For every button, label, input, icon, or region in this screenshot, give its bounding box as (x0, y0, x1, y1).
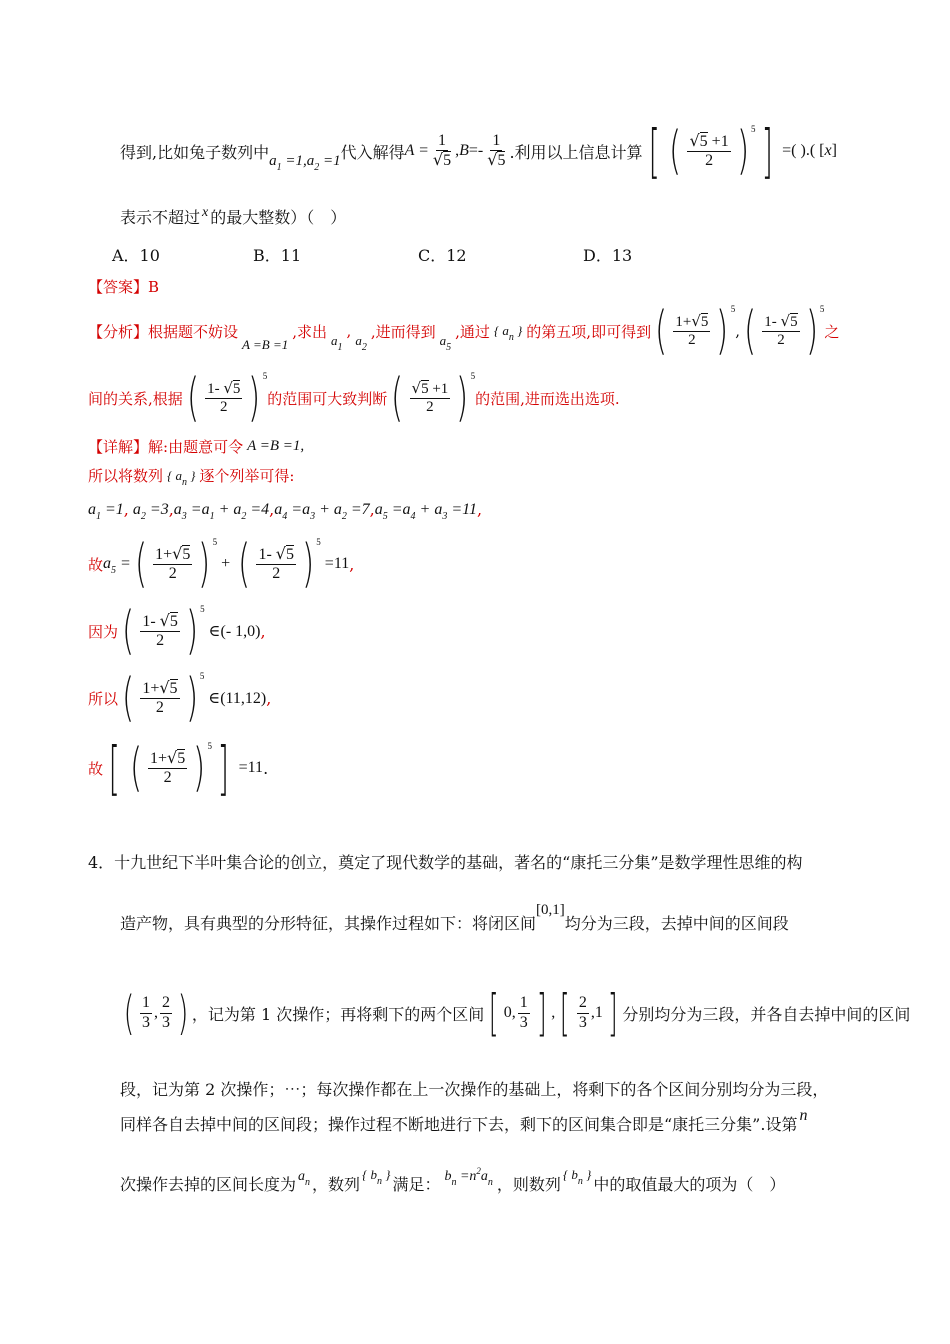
text: 故 (88, 555, 104, 574)
text: 分别均分为三段，并各自去掉中间的区间 (622, 1004, 911, 1024)
text: ，则数列 (496, 1174, 561, 1194)
text: 得到,比如兔子数列中 (120, 142, 270, 162)
text: 所以 (88, 689, 119, 708)
text: 所以将数列 (88, 467, 164, 485)
text: 4．十九世纪下半叶集合论的创立，奠定了现代数学的基础，著名的“康托三分集”是数学理性思维的构 (88, 853, 803, 872)
text: 解:由题意可令 (148, 438, 244, 456)
detail-line-1: 【详解】 解:由题意可令 A =B =1, (88, 438, 305, 456)
text: 逐个列举可得: (199, 467, 295, 485)
text: ，记为第 1 次操作；再将剩下的两个区间 (191, 1004, 485, 1024)
text: 的第五项,即可得到 (526, 322, 652, 341)
text: 表示不超过 (120, 208, 201, 227)
option-d[interactable]: D．13 (583, 246, 633, 265)
text: 段，记为第 2 次操作；⋯；每次操作都在上一次操作的基础上，将剩下的各个区间分别均分为三段， (120, 1080, 829, 1099)
q4-line-5: 同样各自去掉中间的区间段；操作过程不断地进行下去，剩下的区间集合即是“康托三分集”.设第 n (120, 1106, 808, 1134)
analysis-line-2: 间的关系,根据 ( $\frac{1- √5}{2}$ ) 5 的范围可大致判断 ( $\frac{√5 +1}{2}$ ) 5 的范围,进而选出选项. (88, 368, 620, 428)
analysis-line-1: 【分析】 根据题不妨设 A =B =1 ,求出 $a_1$ , $a_2$ ,进而得到 $a_5$ ,通过 { $a_n$ } 的第五项,即可得到 ( $\frac{1+√5}{2}$ ) 5 , ( $\frac{1- √5}{2}$ ) 5 之 (88, 301, 840, 361)
q4-line-6: 次操作去掉的区间长度为 $a_n$ ，数列 { $b_n$ } 满足： $b_n =n^2a_n$ ，则数列 { $b_n$ } 中的取值最大的项为（ ） (120, 1166, 786, 1194)
text: 的最大整数）（ ） (210, 208, 347, 227)
text: 同样各自去掉中间的区间段；操作过程不断地进行下去，剩下的区间集合即是“康托三分集”.设第 (120, 1115, 798, 1134)
detail-line-6: 所以 ( $\frac{1+√5}{2}$ ) 5 ∈(11,12) , (88, 668, 272, 728)
text: 因为 (88, 622, 119, 641)
q3-line-1: 得到,比如兔子数列中 $a_1 =1,a_2 =1$ 代入解得 A = $\frac{1}{√5}$ , B =- $\frac{1}{√5}$ .利用以上信息计算 [ ( $\frac{√5 +1}{2}$ ) 5 ] =( ).( [ x ] (120, 117, 837, 185)
option-b[interactable]: B．11 (253, 246, 302, 265)
text: 的范围,进而选出选项. (475, 389, 620, 408)
text: ，数列 (312, 1174, 361, 1194)
text: 代入解得 (340, 142, 405, 162)
answer-line (88, 276, 159, 297)
formula-a1-a2: $a_1 =1,a_2 =1$ (269, 152, 341, 173)
option-c[interactable]: C．12 (418, 246, 467, 265)
text: ,通过 (455, 322, 490, 341)
text: ,求出 (292, 322, 328, 341)
analysis-label: 【分析】 (88, 322, 149, 341)
text: .利用以上信息计算 (509, 142, 643, 162)
q4-line-4 (120, 1077, 828, 1100)
text: 的范围可大致判断 (267, 389, 388, 408)
text: 故 (88, 759, 104, 778)
text: 均分为三段，去掉中间的区间段 (564, 913, 789, 933)
answer: 【答案】B (88, 278, 160, 296)
text: 之 (824, 322, 840, 341)
frac-sqrt5-plus1-over2: $\frac{√5 +1}{2}$ (689, 130, 729, 169)
detail-line-2: 所以将数列 { $a_n$ } 逐个列举可得: (88, 467, 295, 488)
text: 满足： (392, 1174, 441, 1194)
text: 中的取值最大的项为（ ） (593, 1174, 786, 1194)
formula-A: A = (404, 142, 429, 159)
q4-line-1 (88, 850, 803, 873)
q4-line-3: ( $\frac{1}{3}$ , $\frac{2}{3}$ ) ，记为第 1 次操作；再将剩下的两个区间 [ 0, $\frac{1}{3}$ ] , [ $\frac{2}{3}$ ,1 ] 分别均分为三段，并各自去掉中间的区间 (123, 984, 911, 1042)
frac-1-sqrt5: $\frac{1}{√5}$ (432, 131, 452, 169)
text: 次操作去掉的区间长度为 (120, 1174, 297, 1194)
text: 根据题不妨设 (148, 322, 239, 341)
detail-line-5: 因为 ( $\frac{1- √5}{2}$ ) 5 ∈(- 1,0) , (88, 601, 266, 661)
text: 间的关系,根据 (88, 389, 183, 408)
text: ,进而得到 (370, 322, 436, 341)
frac-1-sqrt5-b: $\frac{1}{√5}$ (487, 131, 506, 169)
detail-label: 【详解】 (88, 438, 149, 456)
detail-line-7: 故 [ ( $\frac{1+√5}{2}$ ) 5 ] =11 . (88, 734, 269, 802)
detail-line-4: 故 $a_5$ = ( $\frac{1+√5}{2}$ ) 5 + ( $\frac{1- √5}{2}$ ) 5 =11 , (88, 534, 355, 594)
detail-line-3: $a_1 =1$ , $a_2 =3$ , $a_3 =a_1 + a_2 =4$ , $a_4 =a_3 + a_2 =7$ , $a_5 =a_4 + a_3 =11$ , (88, 500, 483, 522)
q3-line-2: 表示不超过 x 的最大整数）（ ） (120, 204, 347, 227)
option-a[interactable]: A．10 (112, 246, 160, 265)
text: 造产物，具有典型的分形特征，其操作过程如下：将闭区间 (120, 913, 537, 933)
q4-line-2: 造产物，具有典型的分形特征，其操作过程如下：将闭区间 [0,1] 均分为三段，去掉中间的区间段 (120, 901, 789, 933)
